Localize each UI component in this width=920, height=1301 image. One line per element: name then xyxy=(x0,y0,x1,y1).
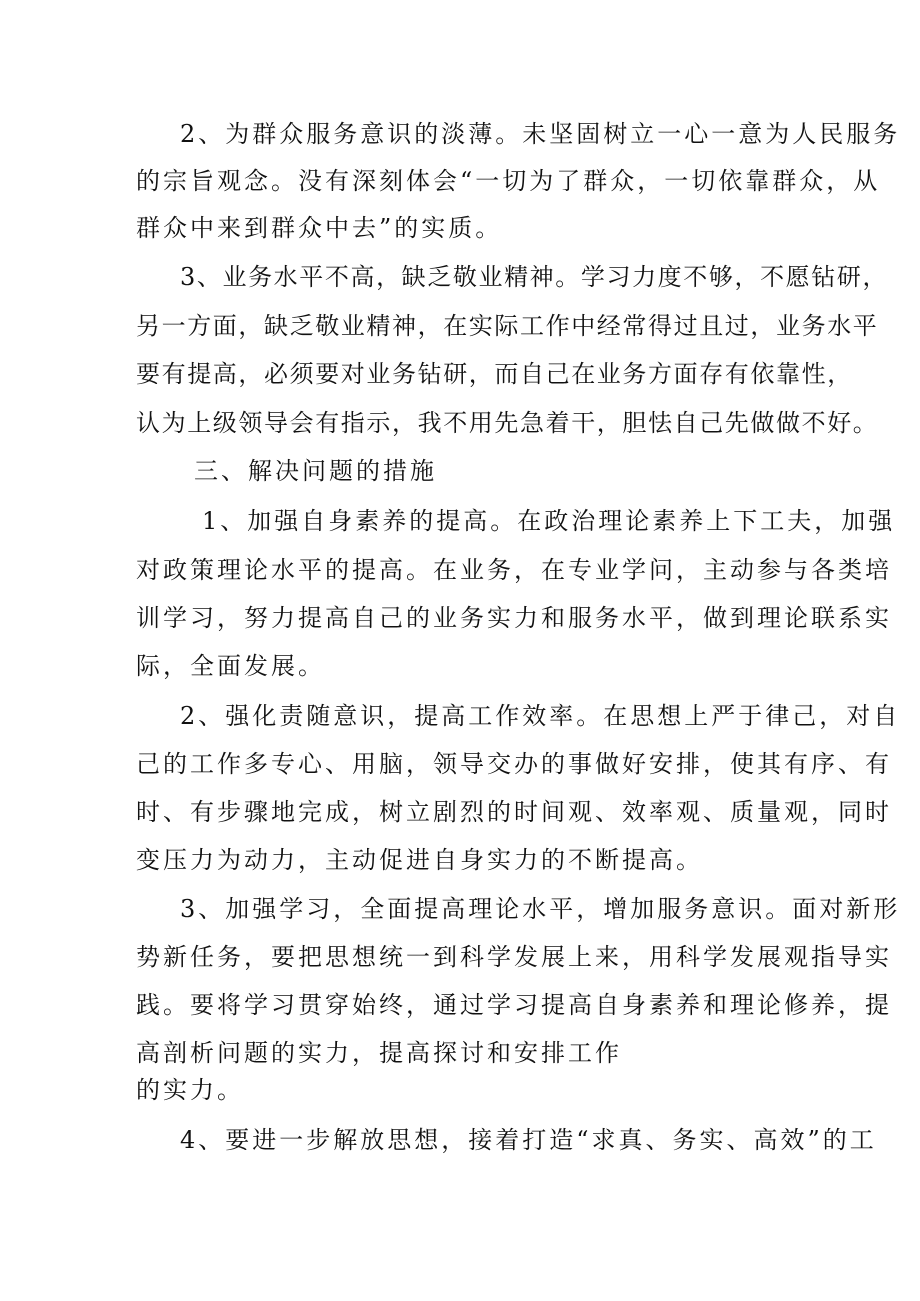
paragraph-line: 己的工作多专心、用脑，领导交办的事做好安排，使其有序、有 xyxy=(136,750,892,778)
paragraph-line: 势新任务，要把思想统一到科学发展上来，用科学发展观指导实 xyxy=(136,943,892,971)
paragraph-line: 另一方面，缺乏敬业精神，在实际工作中经常得过且过，业务水平 xyxy=(136,312,879,340)
paragraph-line: 时、有步骤地完成，树立剧烈的时间观、效率观、质量观，同时 xyxy=(136,798,892,826)
paragraph-line: 的宗旨观念。没有深刻体会“一切为了群众，一切依靠群众，从 xyxy=(136,167,881,195)
paragraph-line: 践。要将学习贯穿始终，通过学习提高自身素养和理论修养，提 xyxy=(136,991,892,1019)
paragraph-line: 2、为群众服务意识的淡薄。未坚固树立一心一意为人民服务 xyxy=(180,120,901,148)
paragraph-line: 3、业务水平不高，缺乏敬业精神。学习力度不够，不愿钻研， xyxy=(180,263,889,291)
paragraph-line: 变压力为动力，主动促进自身实力的不断提高。 xyxy=(136,846,703,874)
paragraph-line: 要有提高，必须要对业务钻研，而自己在业务方面存有依靠性， xyxy=(136,360,853,388)
paragraph-line: 际，全面发展。 xyxy=(136,652,325,680)
paragraph-line: 的实力。 xyxy=(136,1076,244,1104)
paragraph-line: 认为上级领导会有指示，我不用先急着干，胆怯自己先做做不好。 xyxy=(136,409,879,437)
paragraph-line: 群众中来到群众中去”的实质。 xyxy=(136,214,503,242)
paragraph-line: 对政策理论水平的提高。在业务，在专业学问，主动参与各类培 xyxy=(136,556,892,584)
section-heading: 三、解决问题的措施 xyxy=(194,457,437,485)
paragraph-line: 3、加强学习，全面提高理论水平，增加服务意识。面对新形 xyxy=(180,895,901,923)
paragraph-line: 1、加强自身素养的提高。在政治理论素养上下工夫，加强 xyxy=(202,507,896,535)
paragraph-line: 4、要进一步解放思想，接着打造“求真、务实、高效”的工 xyxy=(180,1126,877,1154)
paragraph-line: 训学习，努力提高自己的业务实力和服务水平，做到理论联系实 xyxy=(136,604,892,632)
paragraph-line: 高剖析问题的实力，提高探讨和安排工作 xyxy=(136,1039,622,1067)
paragraph-line: 2、强化责随意识，提高工作效率。在思想上严于律己，对自 xyxy=(180,702,901,730)
